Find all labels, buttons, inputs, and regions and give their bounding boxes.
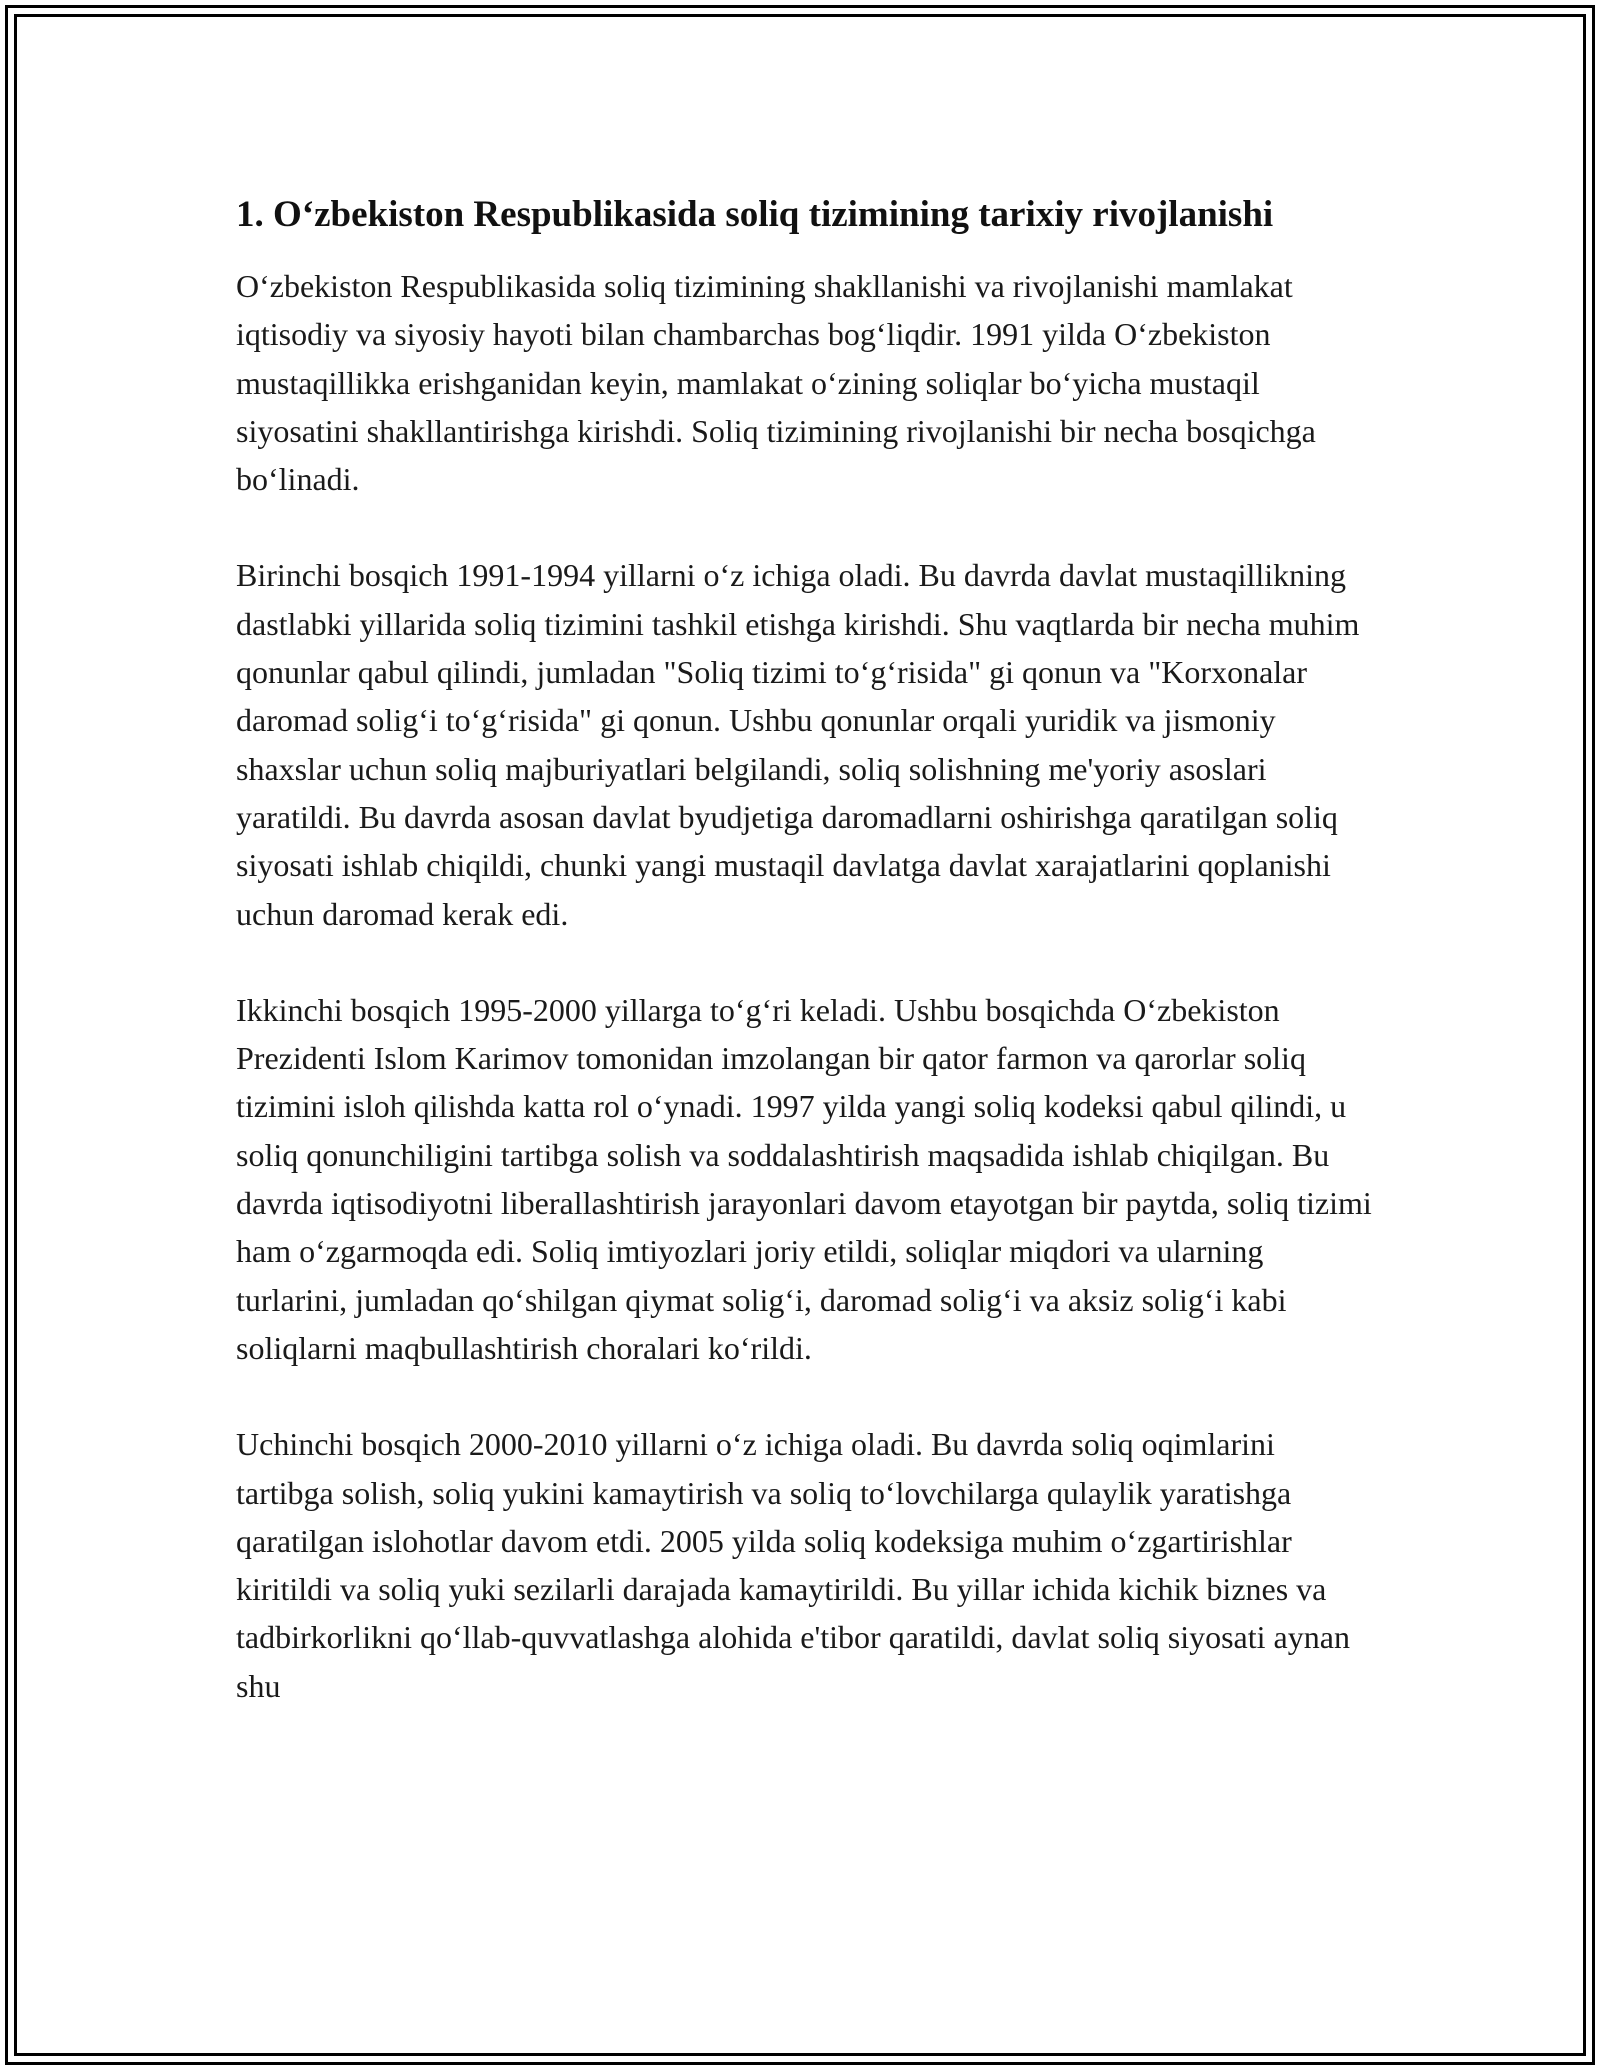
paragraph-intro: O‘zbekiston Respublikasida soliq tizimining shakllanishi va rivojlanishi mamlakat iqtisodiy va siyosiy hayoti bilan chambarchas bog‘liqdir. 1991 yilda O‘zbekiston mustaqillikka erishganidan keyin, mamlakat o‘zining soliqlar bo‘yicha mustaqil siyosatini shakllantirishga kirishdi. Soliq tizimining rivojlanishi bir necha bosqichga bo‘linadi.	[236, 268, 1316, 498]
paragraph-stage-one: Birinchi bosqich 1991-1994 yillarni o‘z ichiga oladi. Bu davrda davlat mustaqillikning dastlabki yillarida soliq tizimini tashkil etishga kirishdi. Shu vaqtlarda bir necha muhim qonunlar qabul qilindi, jumladan "Soliq tizimi to‘g‘risida" gi qonun va "Korxonalar daromad solig‘i to‘g‘risida" gi qonun. Ushbu qonunlar orqali yuridik va jismoniy shaxslar uchun soliq majburiyatlari belgilandi, soliq solishning me'yoriy asoslari yaratildi. Bu davrda asosan davlat byudjetiga daromadlarni oshirishga qaratilgan soliq siyosati ishlab chiqildi, chunki yangi mustaqil davlatga davlat xarajatlarini qoplanishi uchun daromad kerak edi.	[236, 557, 1360, 932]
section-title: 1. O‘zbekiston Respublikasida soliq tizimining tarixiy rivojlanishi	[236, 194, 1274, 235]
paragraph-stage-two: Ikkinchi bosqich 1995-2000 yillarga to‘g‘ri keladi. Ushbu bosqichda O‘zbekiston Prezidenti Islom Karimov tomonidan imzolangan bir qator farmon va qarorlar soliq tizimini isloh qilishda katta rol o‘ynadi. 1997 yilda yangi soliq kodeksi qabul qilindi, u soliq qonunchiligini tartibga solish va soddalashtirish maqsadida ishlab chiqilgan. Bu davrda iqtisodiyotni liberallashtirish jarayonlari davom etayotgan bir paytda, soliq tizimi ham o‘zgarmoqda edi. Soliq imtiyozlari joriy etildi, soliqlar miqdori va ularning turlarini, jumladan qo‘shilgan qiymat solig‘i, daromad solig‘i va aksiz solig‘i kabi soliqlarni maqbullashtirish choralari ko‘rildi.	[236, 991, 1372, 1366]
paragraph-stage-three: Uchinchi bosqich 2000-2010 yillarni o‘z ichiga oladi. Bu davrda soliq oqimlarini tartibga solish, soliq yukini kamaytirish va soliq to‘lovchilarga qulaylik yaratishga qaratilgan islohotlar davom etdi. 2005 yilda soliq kodeksiga muhim o‘zgartirishlar kiritildi va soliq yuki sezilarli darajada kamaytirildi. Bu yillar ichida kichik biznes va tadbirkorlikni qo‘llab-quvvatlashga alohida e'tibor qaratildi, davlat soliq siyosati aynan shu	[236, 1426, 1350, 1704]
document-body	[236, 188, 1376, 1758]
